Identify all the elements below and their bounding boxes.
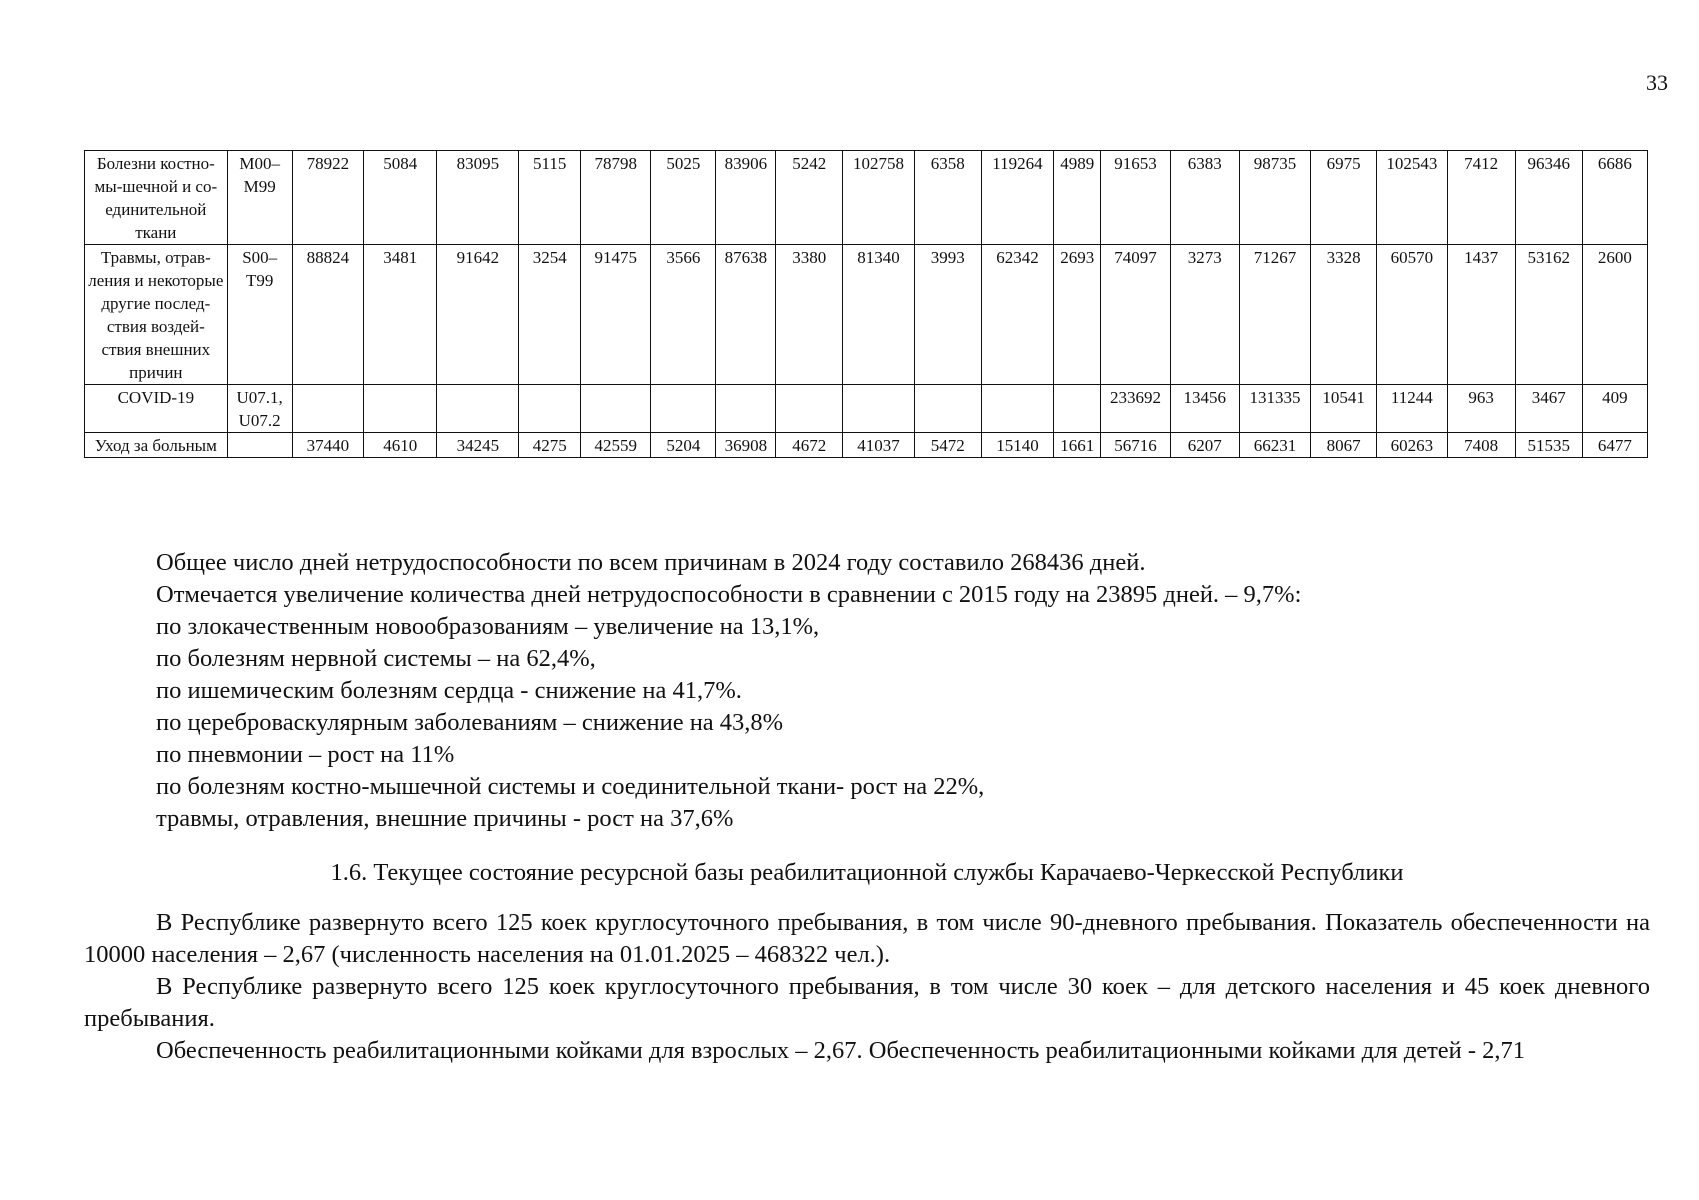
value-cell: 131335 bbox=[1239, 385, 1310, 433]
value-cell: 78922 bbox=[292, 151, 363, 245]
value-cell: 51535 bbox=[1515, 433, 1582, 458]
row-name-cell: Болезни костно- мы-шечной и со-единительной ткани bbox=[85, 151, 228, 245]
paragraphs-block bbox=[84, 907, 1650, 1067]
value-cell: 74097 bbox=[1101, 245, 1170, 385]
findings-line: по болезням нервной системы – на 62,4%, bbox=[156, 645, 596, 672]
row-name-cell: Травмы, отрав-ления и некоторые другие послед-ствия воздей-ствия внешних причин bbox=[85, 245, 228, 385]
value-cell: 102543 bbox=[1377, 151, 1447, 245]
findings-line: Отмечается увеличение количества дней нетрудоспособности в сравнении с 2015 году на 23895 дней. – 9,7%: bbox=[156, 581, 1302, 608]
value-cell bbox=[716, 385, 776, 433]
section-title: 1.6. Текущее состояние ресурсной базы реабилитационной службы Карачаево-Черкесской Республики bbox=[330, 859, 1404, 886]
paragraph: В Республике развернуто всего 125 коек круглосуточного пребывания, в том числе 30 коек – для детского населения и 45 коек дневного пребывания. bbox=[84, 973, 1650, 1032]
value-cell: 34245 bbox=[437, 433, 519, 458]
value-cell: 66231 bbox=[1239, 433, 1310, 458]
paragraph: В Республике развернуто всего 125 коек круглосуточного пребывания, в том числе 90-дневного пребывания. Показатель обеспеченности на 10000 населения – 2,67 (численность населения на 01.01.2025 – 468322 чел.). bbox=[84, 909, 1650, 968]
value-cell: 6477 bbox=[1582, 433, 1647, 458]
value-cell bbox=[292, 385, 363, 433]
value-cell: 60570 bbox=[1377, 245, 1447, 385]
value-cell: 37440 bbox=[292, 433, 363, 458]
value-cell: 3467 bbox=[1515, 385, 1582, 433]
value-cell bbox=[843, 385, 914, 433]
value-cell: 88824 bbox=[292, 245, 363, 385]
value-cell bbox=[581, 385, 651, 433]
findings-line: по злокачественным новообразованиям – увеличение на 13,1%, bbox=[156, 613, 820, 640]
value-cell bbox=[651, 385, 716, 433]
findings-line: по пневмонии – рост на 11% bbox=[156, 741, 455, 768]
value-cell: 5472 bbox=[914, 433, 981, 458]
value-cell: 13456 bbox=[1170, 385, 1239, 433]
value-cell: 91642 bbox=[437, 245, 519, 385]
value-cell bbox=[914, 385, 981, 433]
value-cell: 5242 bbox=[776, 151, 843, 245]
value-cell: 83095 bbox=[437, 151, 519, 245]
value-cell bbox=[519, 385, 581, 433]
value-cell: 6686 bbox=[1582, 151, 1647, 245]
paragraph: Обеспеченность реабилитационными койками для взрослых – 2,67. Обеспеченность реабилитационными койками для детей - 2,71 bbox=[156, 1037, 1526, 1064]
value-cell: 3380 bbox=[776, 245, 843, 385]
table-row bbox=[85, 433, 1648, 458]
value-cell: 62342 bbox=[981, 245, 1053, 385]
value-cell: 36908 bbox=[716, 433, 776, 458]
value-cell: 7412 bbox=[1447, 151, 1515, 245]
value-cell: 41037 bbox=[843, 433, 914, 458]
table-row bbox=[85, 151, 1648, 245]
row-name-cell: Уход за больным bbox=[85, 433, 228, 458]
value-cell: 87638 bbox=[716, 245, 776, 385]
value-cell: 8067 bbox=[1311, 433, 1377, 458]
value-cell: 6975 bbox=[1311, 151, 1377, 245]
findings-block bbox=[84, 547, 1650, 835]
value-cell: 98735 bbox=[1239, 151, 1310, 245]
value-cell: 2600 bbox=[1582, 245, 1647, 385]
value-cell: 71267 bbox=[1239, 245, 1310, 385]
row-code-cell: U07.1, U07.2 bbox=[227, 385, 292, 433]
value-cell: 2693 bbox=[1054, 245, 1101, 385]
row-code-cell: M00–M99 bbox=[227, 151, 292, 245]
value-cell: 3254 bbox=[519, 245, 581, 385]
value-cell bbox=[776, 385, 843, 433]
value-cell: 6358 bbox=[914, 151, 981, 245]
row-code-cell: S00–T99 bbox=[227, 245, 292, 385]
value-cell: 102758 bbox=[843, 151, 914, 245]
value-cell: 3328 bbox=[1311, 245, 1377, 385]
value-cell bbox=[437, 385, 519, 433]
value-cell: 78798 bbox=[581, 151, 651, 245]
value-cell: 4989 bbox=[1054, 151, 1101, 245]
value-cell: 10541 bbox=[1311, 385, 1377, 433]
table-row bbox=[85, 385, 1648, 433]
morbidity-table bbox=[84, 150, 1648, 458]
value-cell: 7408 bbox=[1447, 433, 1515, 458]
value-cell: 5204 bbox=[651, 433, 716, 458]
table-row bbox=[85, 245, 1648, 385]
value-cell: 4610 bbox=[364, 433, 437, 458]
value-cell: 4275 bbox=[519, 433, 581, 458]
value-cell: 5115 bbox=[519, 151, 581, 245]
value-cell: 5084 bbox=[364, 151, 437, 245]
value-cell: 6383 bbox=[1170, 151, 1239, 245]
value-cell: 233692 bbox=[1101, 385, 1170, 433]
value-cell: 3566 bbox=[651, 245, 716, 385]
value-cell: 81340 bbox=[843, 245, 914, 385]
row-name-cell: COVID-19 bbox=[85, 385, 228, 433]
value-cell: 53162 bbox=[1515, 245, 1582, 385]
value-cell: 963 bbox=[1447, 385, 1515, 433]
value-cell: 56716 bbox=[1101, 433, 1170, 458]
findings-line: Общее число дней нетрудоспособности по всем причинам в 2024 году составило 268436 дней. bbox=[156, 549, 1146, 576]
value-cell bbox=[364, 385, 437, 433]
value-cell: 5025 bbox=[651, 151, 716, 245]
value-cell: 15140 bbox=[981, 433, 1053, 458]
value-cell: 3273 bbox=[1170, 245, 1239, 385]
value-cell: 91475 bbox=[581, 245, 651, 385]
value-cell: 42559 bbox=[581, 433, 651, 458]
value-cell: 1437 bbox=[1447, 245, 1515, 385]
value-cell: 6207 bbox=[1170, 433, 1239, 458]
value-cell: 83906 bbox=[716, 151, 776, 245]
value-cell: 60263 bbox=[1377, 433, 1447, 458]
value-cell bbox=[981, 385, 1053, 433]
value-cell: 91653 bbox=[1101, 151, 1170, 245]
findings-line: травмы, отравления, внешние причины - рост на 37,6% bbox=[156, 805, 734, 832]
table-body bbox=[85, 151, 1648, 458]
findings-line: по ишемическим болезням сердца - снижение на 41,7%. bbox=[156, 677, 742, 704]
row-code-cell bbox=[227, 433, 292, 458]
value-cell: 96346 bbox=[1515, 151, 1582, 245]
value-cell: 1661 bbox=[1054, 433, 1101, 458]
value-cell: 119264 bbox=[981, 151, 1053, 245]
value-cell bbox=[1054, 385, 1101, 433]
value-cell: 11244 bbox=[1377, 385, 1447, 433]
value-cell: 409 bbox=[1582, 385, 1647, 433]
page-number: 33 bbox=[1646, 70, 1668, 95]
value-cell: 4672 bbox=[776, 433, 843, 458]
value-cell: 3481 bbox=[364, 245, 437, 385]
findings-line: по болезням костно-мышечной системы и соединительной ткани- рост на 22%, bbox=[156, 773, 985, 800]
value-cell: 3993 bbox=[914, 245, 981, 385]
findings-line: по цереброваскулярным заболеваниям – снижение на 43,8% bbox=[156, 709, 784, 736]
